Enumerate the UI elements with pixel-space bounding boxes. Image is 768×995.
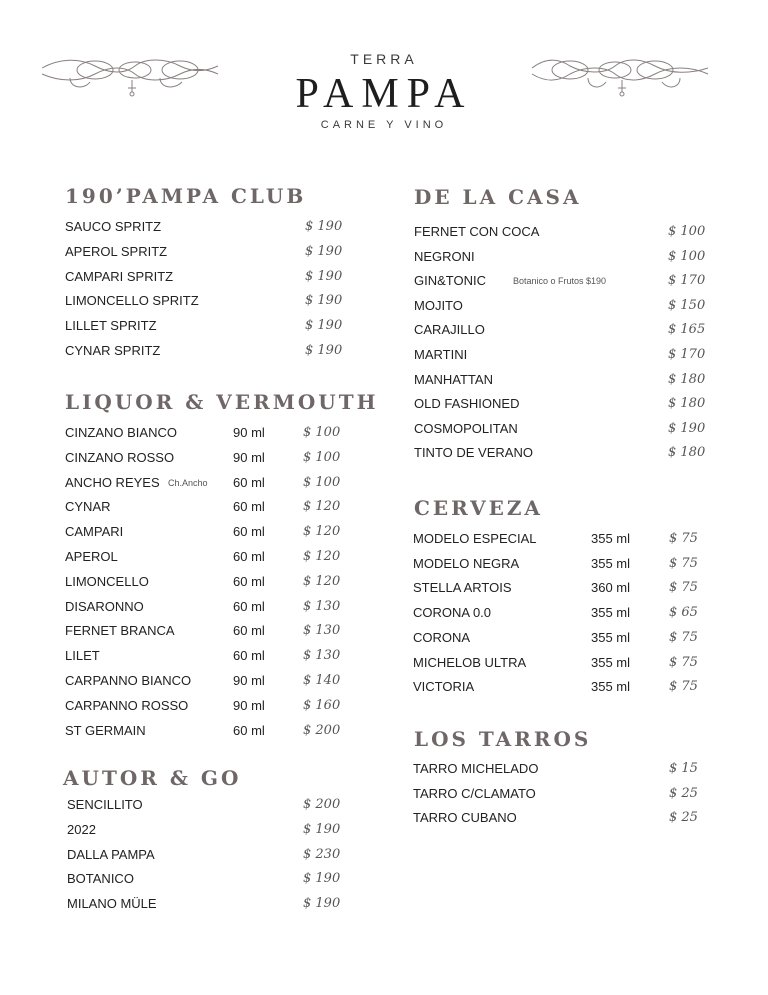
item-name: SENCILLITO — [67, 797, 143, 812]
item-volume: 355 ml — [591, 654, 631, 670]
menu-item-row — [65, 424, 365, 442]
menu-item-row — [67, 821, 367, 839]
item-price: $ 190 — [305, 243, 343, 259]
item-note: Ch.Ancho — [168, 477, 208, 488]
item-price: $ 180 — [668, 445, 706, 461]
item-price: $ 200 — [303, 797, 341, 812]
menu-item-row — [413, 678, 713, 696]
item-name: CINZANO ROSSO — [65, 449, 175, 465]
item-price: $ 150 — [668, 297, 706, 313]
item-volume: 90 ml — [233, 673, 265, 688]
item-price: $ 130 — [303, 623, 341, 639]
item-price: $ 75 — [669, 580, 698, 596]
item-name: CARPANNO BIANCO — [65, 673, 192, 688]
item-price: $ 120 — [303, 499, 341, 515]
item-name: MANHATTAN — [414, 371, 493, 387]
item-note: Botanico o Frutos $190 — [513, 276, 607, 287]
item-name: COSMOPOLITAN — [414, 420, 518, 436]
item-price: $ 75 — [669, 654, 698, 670]
item-price: $ 190 — [303, 821, 341, 837]
item-volume: 90 ml — [233, 697, 265, 713]
menu-item-row — [65, 474, 365, 492]
menu-item-row — [65, 449, 365, 467]
item-volume: 355 ml — [591, 629, 631, 645]
menu-item-row — [65, 622, 365, 640]
item-price: $ 165 — [668, 322, 706, 338]
item-price: $ 200 — [303, 722, 341, 738]
item-price: $ 75 — [669, 679, 698, 695]
item-name: TARRO CUBANO — [413, 810, 517, 825]
brand-pampa: PAMPA — [295, 71, 473, 117]
item-name: APEROL — [65, 549, 118, 564]
item-price: $ 130 — [303, 648, 341, 664]
item-price: $ 190 — [305, 268, 343, 284]
section-title: LIQUOR & VERMOUTH — [65, 390, 379, 414]
item-price: $ 180 — [668, 371, 706, 387]
item-name: CINZANO BIANCO — [65, 425, 177, 440]
item-name: MICHELOB ULTRA — [413, 654, 527, 670]
menu-item-row — [413, 785, 713, 803]
item-name: CAMPARI — [65, 524, 124, 540]
item-price: $ 190 — [303, 896, 341, 912]
menu-item-row — [65, 268, 365, 286]
menu-item-row — [413, 579, 713, 597]
item-price: $ 100 — [303, 449, 341, 465]
item-price: $ 65 — [669, 605, 698, 621]
menu-item-row — [65, 218, 365, 236]
item-price: $ 100 — [668, 224, 706, 239]
menu-item-row — [65, 317, 365, 335]
item-price: $ 120 — [303, 573, 341, 589]
section-autor-go — [63, 766, 241, 790]
item-volume: 60 ml — [233, 549, 265, 564]
item-name: TARRO C/CLAMATO — [413, 785, 536, 801]
item-name: FERNET BRANCA — [65, 623, 175, 639]
item-price: $ 120 — [303, 549, 341, 564]
menu-item-row — [414, 321, 714, 339]
section-cerveza — [414, 496, 543, 520]
menu-item-row — [413, 760, 713, 778]
menu-item-row — [65, 573, 365, 591]
menu-item-row — [65, 523, 365, 541]
menu-item-row — [65, 697, 365, 715]
item-name: CARPANNO ROSSO — [65, 697, 189, 713]
menu-item-row — [65, 598, 365, 616]
item-price: $ 190 — [303, 871, 341, 887]
item-name: LILET — [65, 648, 100, 664]
item-price: $ 230 — [303, 846, 341, 862]
item-name: APEROL SPRITZ — [65, 243, 168, 259]
item-price: $ 140 — [303, 673, 341, 688]
item-name: LIMONCELLO — [65, 573, 149, 589]
item-volume: 355 ml — [591, 555, 631, 571]
section-liquor-vermouth — [65, 390, 378, 414]
menu-item-row — [414, 248, 714, 266]
item-name: LILLET SPRITZ — [65, 318, 157, 334]
item-volume: 355 ml — [591, 531, 631, 546]
item-price: $ 130 — [303, 598, 341, 614]
item-price: $ 75 — [669, 531, 698, 546]
section-de-la-casa — [414, 185, 582, 209]
menu-item-row — [414, 346, 714, 364]
item-price: $ 160 — [303, 697, 341, 713]
menu-item-row — [413, 604, 713, 622]
menu-item-row — [413, 654, 713, 672]
item-volume: 60 ml — [233, 573, 265, 589]
item-name: DALLA PAMPA — [67, 846, 155, 862]
item-name: GIN&TONIC — [414, 273, 486, 289]
item-name: SAUCO SPRITZ — [65, 219, 162, 234]
item-name: ST GERMAIN — [65, 722, 146, 738]
menu-item-row — [65, 292, 365, 310]
item-name: CYNAR — [65, 499, 111, 515]
item-name: DISARONNO — [65, 598, 144, 614]
menu-item-row — [65, 243, 365, 261]
item-name: FERNET CON COCA — [414, 224, 540, 239]
item-price: $ 190 — [305, 343, 343, 358]
item-volume: 60 ml — [233, 598, 265, 614]
item-price: $ 190 — [668, 420, 706, 436]
item-price: $ 190 — [305, 293, 343, 309]
item-volume: 355 ml — [591, 679, 631, 695]
item-volume: 60 ml — [233, 474, 265, 490]
menu-item-row — [65, 722, 365, 740]
menu-item-row — [414, 420, 714, 438]
item-name: OLD FASHIONED — [414, 396, 520, 412]
section-los-tarros — [414, 727, 591, 751]
item-volume: 90 ml — [233, 449, 265, 465]
item-name: LIMONCELLO SPRITZ — [65, 293, 199, 309]
menu-item-row — [65, 647, 365, 665]
brand-tagline: CARNE Y VINO — [320, 119, 448, 131]
menu-item-row — [67, 846, 367, 864]
section-title: LOS TARROS — [414, 727, 592, 751]
menu-item-row — [414, 297, 714, 315]
item-price: $ 180 — [668, 396, 706, 412]
menu-item-row — [413, 530, 713, 548]
brand-terra: TERRA — [350, 51, 418, 67]
item-price: $ 120 — [303, 524, 341, 540]
section-pampa-club — [65, 184, 306, 208]
item-name: CORONA — [413, 629, 471, 645]
menu-item-row — [413, 629, 713, 647]
item-volume: 360 ml — [591, 580, 631, 596]
item-name: MILANO MÜLE — [67, 896, 157, 912]
item-volume: 60 ml — [233, 499, 265, 515]
item-name: CAMPARI SPRITZ — [65, 268, 174, 284]
item-volume: 60 ml — [233, 623, 265, 639]
menu-item-row — [65, 672, 365, 690]
item-name: 2022 — [67, 821, 96, 837]
item-price: $ 100 — [303, 474, 341, 490]
menu-item-row — [65, 342, 365, 360]
menu-item-row — [414, 223, 714, 241]
item-price: $ 170 — [668, 273, 706, 289]
item-name: BOTANICO — [67, 871, 134, 887]
menu-item-row — [67, 796, 367, 814]
item-name: TINTO DE VERANO — [414, 445, 533, 461]
item-name: ANCHO REYES — [65, 474, 160, 490]
item-volume: 90 ml — [233, 425, 265, 440]
item-volume: 60 ml — [233, 648, 265, 664]
item-volume: 60 ml — [233, 524, 265, 540]
section-title: CERVEZA — [414, 496, 543, 520]
item-price: $ 75 — [669, 555, 698, 571]
menu-item-row — [65, 548, 365, 566]
item-price: $ 75 — [669, 629, 698, 645]
menu-item-row — [65, 498, 365, 516]
item-price: $ 15 — [669, 761, 698, 776]
menu-item-row — [414, 272, 714, 290]
menu-item-row — [414, 371, 714, 389]
item-name: MOJITO — [414, 297, 463, 313]
menu-item-row — [67, 895, 367, 913]
item-price: $ 170 — [668, 347, 706, 362]
item-volume: 355 ml — [591, 605, 631, 621]
item-name: TARRO MICHELADO — [413, 761, 539, 776]
item-price: $ 25 — [669, 785, 698, 801]
item-price: $ 190 — [305, 219, 343, 234]
menu-item-row — [413, 809, 713, 827]
item-name: MODELO ESPECIAL — [413, 531, 537, 546]
item-price: $ 190 — [305, 318, 343, 334]
section-title: AUTOR & GO — [63, 766, 242, 790]
menu-header — [0, 0, 768, 150]
menu-item-row — [67, 870, 367, 888]
item-name: NEGRONI — [414, 248, 475, 264]
item-name: STELLA ARTOIS — [413, 580, 512, 596]
menu-item-row — [413, 555, 713, 573]
item-price: $ 100 — [668, 248, 706, 264]
item-name: CORONA 0.0 — [413, 605, 492, 621]
menu-item-row — [414, 444, 714, 462]
item-name: MODELO NEGRA — [413, 555, 520, 571]
item-price: $ 25 — [669, 810, 698, 825]
section-title: 190’PAMPA CLUB — [65, 184, 307, 208]
section-title: DE LA CASA — [414, 185, 582, 209]
item-price: $ 100 — [303, 425, 341, 440]
item-volume: 60 ml — [233, 722, 265, 738]
item-name: MARTINI — [414, 347, 468, 362]
item-name: VICTORIA — [413, 679, 475, 695]
item-name: CARAJILLO — [414, 322, 485, 338]
menu-item-row — [414, 395, 714, 413]
item-name: CYNAR SPRITZ — [65, 343, 161, 358]
